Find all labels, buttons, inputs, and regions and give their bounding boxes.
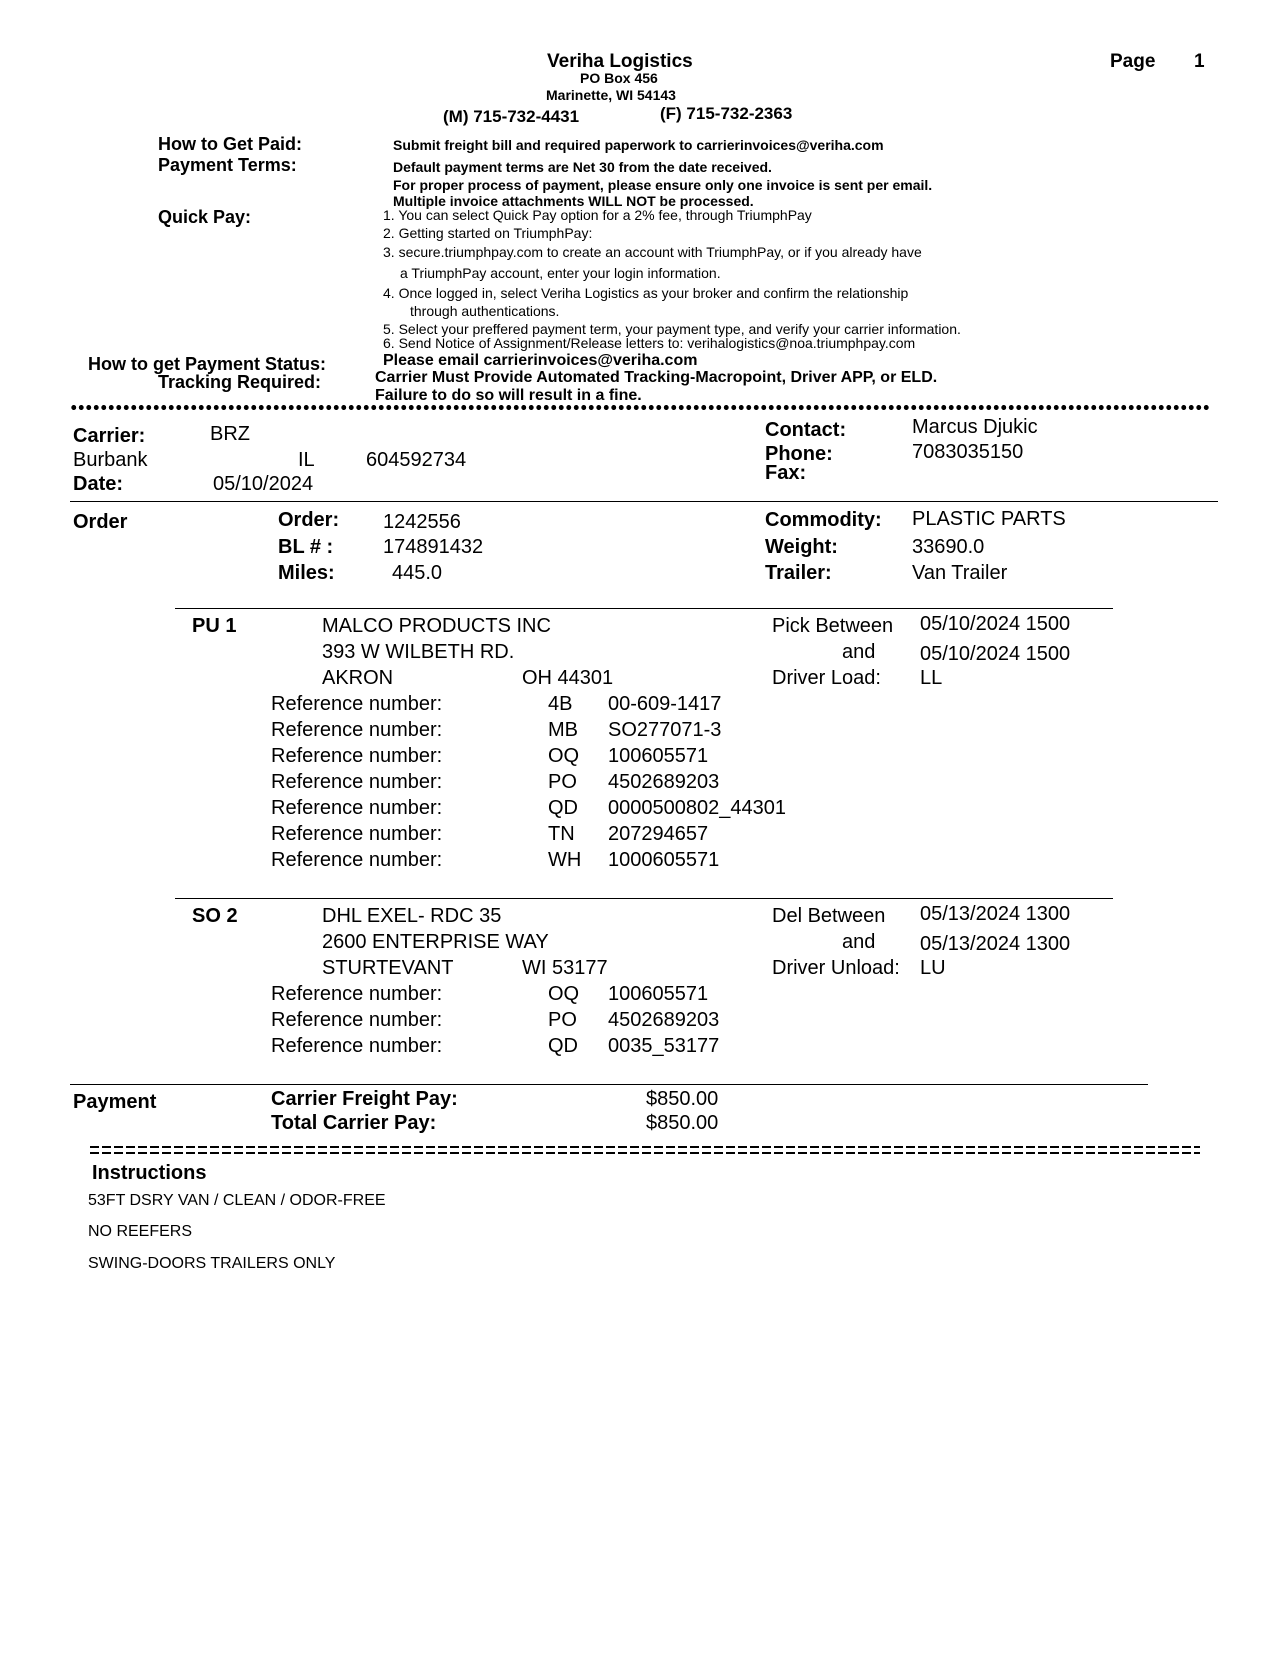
carrier-label: Carrier: (73, 425, 146, 447)
carrier-value: BRZ (210, 423, 250, 445)
dotted-divider (70, 404, 1210, 411)
payment-terms-3: Multiple invoice attachments WILL NOT be processed. (393, 193, 754, 209)
main-phone: (M) 715-732-4431 (443, 107, 580, 126)
reference-value: 0035_53177 (608, 1035, 720, 1057)
page-label: Page (1110, 51, 1156, 72)
delivery-window-start: 05/13/2024 1300 (920, 903, 1071, 925)
instruction-line: SWING-DOORS TRAILERS ONLY (88, 1255, 336, 1272)
trailer-value: Van Trailer (912, 562, 1008, 584)
quick-pay-step-3: 3. secure.triumphpay.com to create an account with TriumphPay, or if you already have (383, 244, 922, 260)
reference-label: Reference number: (271, 823, 443, 845)
tracking-label: Tracking Required: (158, 372, 322, 392)
date-label: Date: (73, 473, 124, 495)
po-box: PO Box 456 (580, 70, 658, 86)
reference-value: 100605571 (608, 983, 709, 1005)
reference-code: TN (548, 823, 575, 845)
miles-label: Miles: (278, 562, 335, 584)
payment-terms-1: Default payment terms are Net 30 from the date received. (393, 159, 772, 175)
quick-pay-step-4: 4. Once logged in, select Veriha Logistics as your broker and confirm the relationship (383, 285, 909, 301)
commodity-value: PLASTIC PARTS (912, 508, 1066, 530)
commodity-label: Commodity: (765, 509, 882, 531)
weight-value: 33690.0 (912, 536, 985, 558)
quick-pay-step-1: 1. You can select Quick Pay option for a 2% fee, through TriumphPay (383, 207, 812, 223)
total-pay-label: Total Carrier Pay: (271, 1112, 437, 1134)
quick-pay-step-3b: a TriumphPay account, enter your login information. (400, 265, 721, 281)
pickup-driver-value: LL (920, 667, 943, 689)
how-paid-text: Submit freight bill and required paperwork to carrierinvoices@veriha.com (393, 137, 884, 153)
carrier-city: Burbank (73, 449, 148, 471)
order-value: 1242556 (383, 511, 461, 533)
delivery-and-label: and (842, 931, 876, 953)
delivery-divider (175, 898, 1113, 899)
delivery-address: 2600 ENTERPRISE WAY (322, 931, 549, 953)
pickup-and-label: and (842, 641, 876, 663)
total-pay-value: $850.00 (646, 1112, 719, 1134)
miles-value: 445.0 (392, 562, 443, 584)
reference-label: Reference number: (271, 1009, 443, 1031)
delivery-driver-label: Driver Unload: (772, 957, 900, 979)
pickup-stop-label: PU 1 (192, 615, 237, 637)
pickup-city: AKRON (322, 667, 394, 689)
delivery-window-label: Del Between (772, 905, 886, 927)
page-number: 1 (1194, 51, 1205, 72)
carrier-state: IL (298, 449, 315, 471)
reference-code: QD (548, 1035, 578, 1057)
reference-code: QD (548, 797, 578, 819)
reference-value: 1000605571 (608, 849, 720, 871)
reference-value: 4502689203 (608, 771, 720, 793)
reference-code: PO (548, 771, 577, 793)
delivery-driver-value: LU (920, 957, 946, 979)
quick-pay-step-4b: through authentications. (410, 303, 560, 319)
weight-label: Weight: (765, 536, 838, 558)
reference-code: OQ (548, 983, 580, 1005)
reference-label: Reference number: (271, 719, 443, 741)
reference-label: Reference number: (271, 771, 443, 793)
pickup-divider (175, 608, 1113, 609)
company-city: Marinette, WI 54143 (546, 87, 676, 103)
bl-value: 174891432 (383, 536, 484, 558)
delivery-stop-label: SO 2 (192, 905, 238, 927)
bl-label: BL # : (278, 536, 334, 558)
payment-terms-label: Payment Terms: (158, 155, 297, 175)
fax-phone: (F) 715-732-2363 (660, 104, 793, 123)
instruction-line: NO REEFERS (88, 1223, 193, 1240)
delivery-name: DHL EXEL- RDC 35 (322, 905, 502, 927)
pickup-window-end: 05/10/2024 1500 (920, 643, 1071, 665)
pickup-window-label: Pick Between (772, 615, 894, 637)
reference-value: 207294657 (608, 823, 709, 845)
delivery-window-end: 05/13/2024 1300 (920, 933, 1071, 955)
double-dashed-divider (90, 1146, 1200, 1154)
freight-pay-label: Carrier Freight Pay: (271, 1088, 458, 1110)
reference-code: OQ (548, 745, 580, 767)
payment-terms-2: For proper process of payment, please ensure only one invoice is sent per email. (393, 177, 933, 193)
reference-label: Reference number: (271, 1035, 443, 1057)
reference-code: PO (548, 1009, 577, 1031)
contact-label: Contact: (765, 419, 847, 441)
reference-value: 4502689203 (608, 1009, 720, 1031)
reference-value: 100605571 (608, 745, 709, 767)
reference-code: 4B (548, 693, 573, 715)
company-name: Veriha Logistics (547, 51, 693, 72)
date-value: 05/10/2024 (213, 473, 314, 495)
instructions-title: Instructions (92, 1162, 207, 1184)
order-section-label: Order (73, 511, 128, 533)
how-paid-label: How to Get Paid: (158, 134, 302, 154)
pickup-name: MALCO PRODUCTS INC (322, 615, 551, 637)
pickup-address: 393 W WILBETH RD. (322, 641, 515, 663)
reference-label: Reference number: (271, 983, 443, 1005)
reference-label: Reference number: (271, 745, 443, 767)
contact-value: Marcus Djukic (912, 416, 1038, 438)
carrier-phone-number: 604592734 (366, 449, 467, 471)
phone-value: 7083035150 (912, 441, 1024, 463)
reference-label: Reference number: (271, 797, 443, 819)
trailer-label: Trailer: (765, 562, 832, 584)
reference-label: Reference number: (271, 849, 443, 871)
fax-label: Fax: (765, 462, 807, 484)
pickup-state-zip: OH 44301 (522, 667, 614, 689)
phone-label: Phone: (765, 443, 833, 465)
instruction-line: 53FT DSRY VAN / CLEAN / ODOR-FREE (88, 1192, 386, 1209)
delivery-city: STURTEVANT (322, 957, 454, 979)
reference-value: 0000500802_44301 (608, 797, 786, 819)
reference-code: MB (548, 719, 578, 741)
payment-status-label: How to get Payment Status: (88, 354, 327, 374)
quick-pay-step-5: 5. Select your preffered payment term, your payment type, and verify your carrier information. (383, 321, 961, 337)
pickup-driver-label: Driver Load: (772, 667, 881, 689)
reference-label: Reference number: (271, 693, 443, 715)
quick-pay-label: Quick Pay: (158, 207, 252, 227)
reference-code: WH (548, 849, 582, 871)
pickup-window-start: 05/10/2024 1500 (920, 613, 1071, 635)
quick-pay-step-2: 2. Getting started on TriumphPay: (383, 225, 593, 241)
payment-section-label: Payment (73, 1091, 157, 1113)
payment-divider (70, 1084, 1148, 1085)
freight-pay-value: $850.00 (646, 1088, 719, 1110)
quick-pay-step-6: 6. Send Notice of Assignment/Release letters to: verihalogistics@noa.triumphpay.com (383, 335, 916, 351)
delivery-state-zip: WI 53177 (522, 957, 608, 979)
order-label: Order: (278, 509, 340, 531)
tracking-text: Carrier Must Provide Automated Tracking-Macropoint, Driver APP, or ELD. (375, 369, 938, 386)
tracking-text-2: Failure to do so will result in a fine. (375, 387, 642, 404)
carrier-divider (70, 501, 1218, 502)
reference-value: 00-609-1417 (608, 693, 722, 715)
reference-value: SO277071-3 (608, 719, 722, 741)
payment-status-text: Please email carrierinvoices@veriha.com (383, 352, 698, 369)
